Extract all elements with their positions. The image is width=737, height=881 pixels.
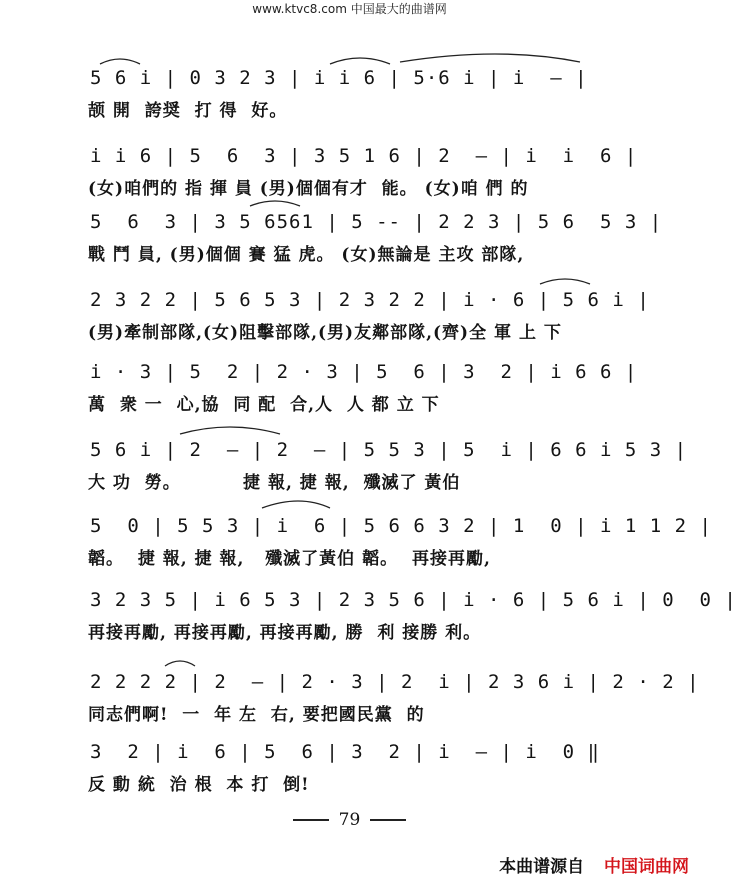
score-system-7 xyxy=(0,496,712,578)
footer-dash-right xyxy=(370,819,406,821)
notation-line: 3 2 3 5 | i 6 5 3 | 2 3 5 6 | i · 6 | 5 6 i | 0 0 | xyxy=(90,589,737,611)
slur-marks xyxy=(0,48,699,130)
notation-line: 5 6 i | 0 3 2 3 | i i 6 | 5·6 i | i — | xyxy=(90,67,588,89)
page-footer xyxy=(0,805,699,835)
lyric-line: 萬 衆 一 心,協 同 配 合,人 人 都 立 下 xyxy=(88,395,440,415)
notation-line: i i 6 | 5 6 3 | 3 5 1 6 | 2 — | i i 6 | xyxy=(90,145,638,167)
score-system-5 xyxy=(0,342,699,424)
notation-line: 2 3 2 2 | 5 6 5 3 | 2 3 2 2 | i · 6 | 5 6 i | xyxy=(90,289,650,311)
lyric-line: (男)牽制部隊,(女)阻擊部隊,(男)友鄰部隊,(齊)全 軍 上 下 xyxy=(88,323,562,343)
slur-marks xyxy=(0,496,712,578)
source-credit xyxy=(499,852,689,878)
source-label: 本曲谱源自 xyxy=(499,857,585,877)
notation-line: 5 0 | 5 5 3 | i 6 | 5 6 6 3 2 | 1 0 | i 1 1 2 | xyxy=(90,515,712,537)
source-brand-link[interactable]: 中国词曲网 xyxy=(604,857,689,877)
lyric-line: 再接再勵, 再接再勵, 再接再勵, 勝 利 接勝 利。 xyxy=(88,623,482,643)
notation-line: i · 3 | 5 2 | 2 · 3 | 5 6 | 3 2 | i 6 6 | xyxy=(90,361,638,383)
lyric-line: (女)咱們的 指 揮 員 (男)個個有才 能。 (女)咱 們 的 xyxy=(88,179,529,199)
notation-line: 5 6 i | 2 — | 2 — | 5 5 3 | 5 i | 6 6 i 5 3 | xyxy=(90,439,688,461)
score-system-4 xyxy=(0,270,699,352)
footer-dash-left xyxy=(293,819,329,821)
lyric-line: 大 功 勞。 捷 報, 捷 報, 殲滅了 黃伯 xyxy=(88,473,461,493)
score-system-8 xyxy=(0,570,737,652)
score-system-10 xyxy=(0,722,699,804)
notation-line: 2 2 2 2 | 2 — | 2 · 3 | 2 i | 2 3 6 i | 2 · 2 | xyxy=(90,671,700,693)
lyric-line: 颉 開 誇奨 打 得 好。 xyxy=(88,101,288,121)
slur-marks xyxy=(0,270,699,352)
score-system-1 xyxy=(0,48,699,130)
notation-line: 3 2 | i 6 | 5 6 | 3 2 | i — | i 0 ‖ xyxy=(90,741,600,763)
notation-line: 5 6 3 | 3 5 6561 | 5 -- | 2 2 3 | 5 6 5 3 | xyxy=(90,211,663,233)
page-number: 79 xyxy=(338,810,361,830)
lyric-line: 戰 鬥 員, (男)個個 賽 猛 虎。 (女)無論是 主攻 部隊, xyxy=(88,245,525,265)
slur-marks xyxy=(0,192,699,274)
site-line: www.ktvc8.com 中国最大的曲谱网 xyxy=(252,2,447,16)
lyric-line: 反 動 統 治 根 本 打 倒! xyxy=(88,775,310,795)
slur-marks xyxy=(0,420,699,502)
score-system-6 xyxy=(0,420,699,502)
lyric-line: 同志們啊! 一 年 左 右, 要把國民黨 的 xyxy=(88,705,425,725)
lyric-line: 韜。 捷 報, 捷 報, 殲滅了黃伯 韜。 再接再勵, xyxy=(88,549,491,569)
score-system-3 xyxy=(0,192,699,274)
